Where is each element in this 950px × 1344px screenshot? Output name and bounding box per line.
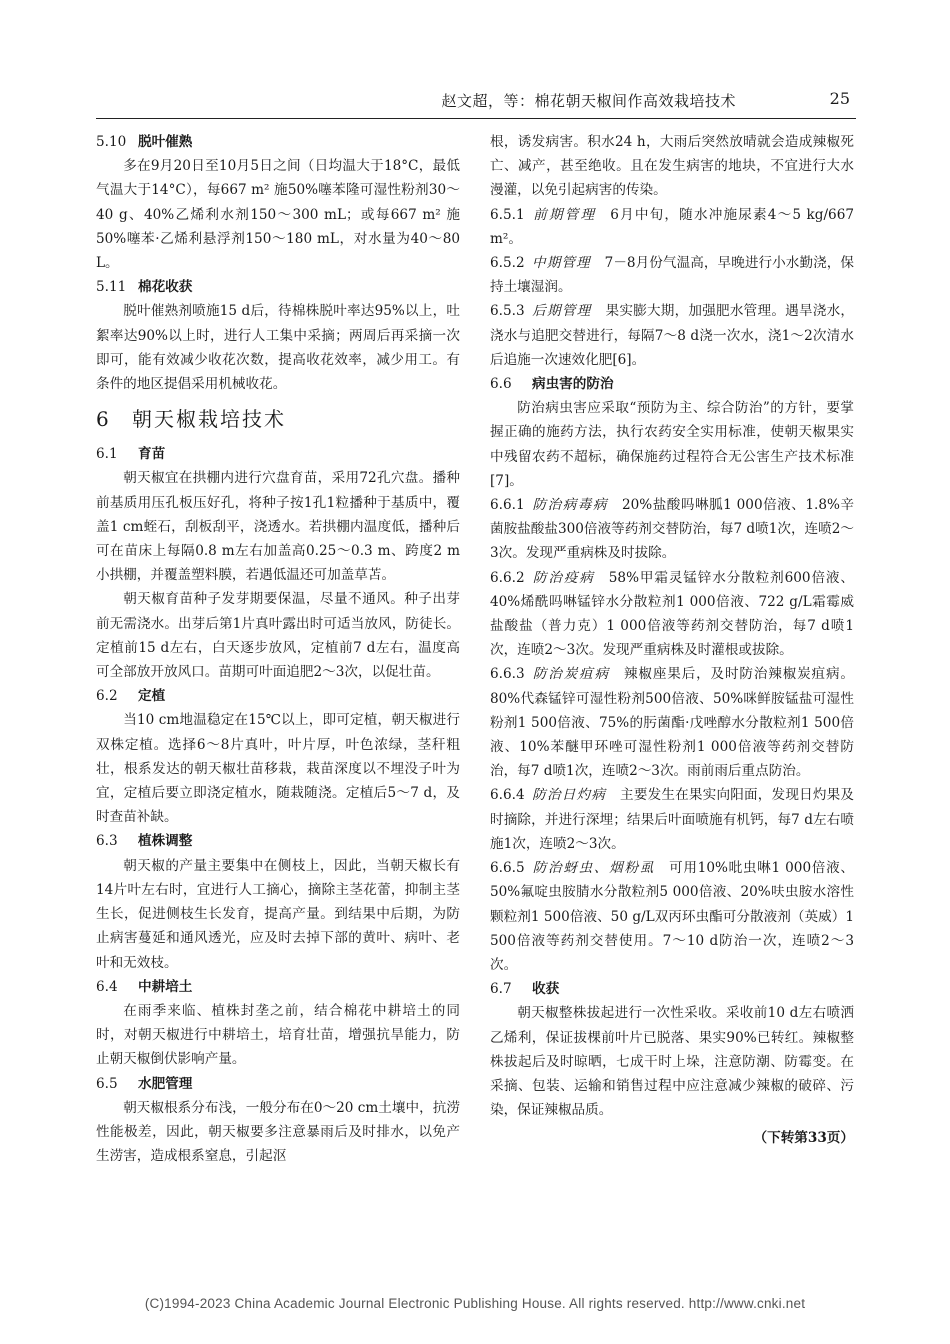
heading-text: 收获 — [532, 981, 560, 998]
heading-text: 脱叶催熟 — [138, 134, 193, 150]
subsubsection — [490, 299, 854, 372]
heading-text: 棉花收获 — [138, 279, 193, 296]
heading-number: 6.5.3 — [490, 303, 525, 320]
heading-number: 6.6.4 — [490, 787, 525, 804]
paragraph: 在雨季来临、植株封垄之前，结合棉花中耕培土的同时，对朝天椒进行中耕培土，培育壮苗，增强抗旱能力，防止朝天椒倒伏影响产量。 — [96, 1002, 460, 1068]
heading-number: 6 — [96, 407, 111, 432]
heading-number: 6.5 — [96, 1075, 118, 1092]
heading-title: 防治疫病 — [532, 569, 595, 586]
page-number: 25 — [829, 89, 850, 108]
subsubsection — [490, 493, 854, 566]
heading-number: 6.6.5 — [490, 860, 525, 877]
heading-text: 水肥管理 — [138, 1075, 193, 1092]
heading-number: 5.11 — [96, 279, 127, 296]
paragraph-text: 可用10%吡虫啉1 000倍液、50%氟啶虫胺腈水分散粒剂5 000倍液、20%呋虫胺水溶性颗粒剂1 500倍液、50 g/L双丙环虫酯可分散液剂（英威）1 500倍液等药剂交替使用。7～10 d防治一次，连喷2～3次。 — [490, 860, 854, 973]
paragraph-text: 辣椒座果后，及时防治辣椒炭疽病。80%代森锰锌可湿性粉剂500倍液、50%咪鲜胺锰盐可湿性粉剂1 500倍液、75%的肟菌酯·戊唑醇水分散粒剂1 500倍液、10%苯醚甲环唑可湿性粉剂1 000倍液等药剂交替防治，每7 d喷1次，连喷2～3次。雨前雨后重点防治。 — [490, 666, 855, 780]
heading-text: 病虫害的防治 — [532, 376, 614, 393]
heading-title: 中期管理 — [532, 255, 591, 272]
paragraph: 防治病虫害应采取“预防为主、综合防治”的方针，要掌握正确的施药方法，执行农药安全实用标准，使朝天椒果实中残留农药不超标，确保施药过程符合无公害生产技术标准[7]。 — [490, 400, 854, 489]
heading-number: 6.6.1 — [490, 497, 525, 514]
heading-title: 防治日灼病 — [532, 787, 607, 804]
heading-number: 6.3 — [96, 833, 118, 850]
paragraph-text: 58%甲霜灵锰锌水分散粒剂600倍液、40%烯酰吗啉锰锌水分散粒剂1 000倍液、722 g/L霜霉威盐酸盐（普力克）1 000倍液等药剂交替防治，每7 d喷1次，连喷2～3次。发现严重病株及时灌根或拔除。 — [490, 569, 854, 659]
heading-title: 防治病毒病 — [532, 497, 608, 514]
paragraph-text: 7－8月份气温高，早晚进行小水勤浇，保持土壤湿润。 — [490, 255, 855, 296]
section-heading — [96, 402, 460, 436]
subsection-heading — [96, 975, 460, 999]
subsubsection — [490, 203, 854, 251]
heading-number: 5.10 — [96, 134, 127, 150]
heading-title: 防治蚜虫、烟粉虱 — [532, 860, 656, 877]
left-column — [96, 130, 460, 1168]
paragraph: 脱叶催熟剂喷施15 d后，待棉株脱叶率达95%以上，吐絮率达90%以上时，进行人工集中采摘；两周后再采摘一次即可，能有效减少收花次数，提高收花效率，减少用工。有条件的地区提倡采用机械收花。 — [96, 303, 460, 393]
heading-text: 定植 — [138, 688, 166, 705]
paragraph: 朝天椒整株拔起进行一次性采收。采收前10 d左右喷洒乙烯利，保证拔棵前叶片已脱落、果实90%已转红。辣椒整株拔起后及时晾晒，七成干时上垛，注意防潮、防霉变。在采摘、包装、运输和销售过程中应注意减少辣椒的破碎、污染，保证辣椒品质。 — [490, 1005, 854, 1119]
heading-number: 6.5.1 — [490, 206, 525, 223]
subsection-heading — [96, 275, 460, 299]
heading-text: 中耕培土 — [138, 978, 193, 995]
subsection-heading — [96, 130, 460, 154]
subsubsection — [490, 856, 854, 977]
paragraph: 根，诱发病害。积水24 h，大雨后突然放晴就会造成辣椒死亡、减产，甚至绝收。且在发生病害的地块，不宜进行大水漫灌，以免引起病害的传染。 — [490, 134, 854, 199]
heading-title: 前期管理 — [532, 206, 597, 223]
paragraph-text: 果实膨大期，加强肥水管理。遇旱浇水，浇水与追肥交替进行，每隔7～8 d浇一次水，浇1～2次清水后追施一次速效化肥[6]。 — [490, 303, 855, 368]
right-column — [490, 130, 854, 1151]
paragraph: 当10 cm地温稳定在15℃以上，即可定植，朝天椒进行双株定植。选择6～8片真叶，叶片厚，叶色浓绿，茎秆粗壮，根系发达的朝天椒壮苗移栽，栽苗深度以不埋没子叶为宜，定植后要立即浇定植水，随栽随浇。定植后5～7 d，及时查苗补缺。 — [96, 712, 460, 826]
paragraph: 朝天椒的产量主要集中在侧枝上，因此，当朝天椒长有14片叶左右时，宜进行人工摘心，摘除主茎花蕾，抑制主茎生长，促进侧枝生长发育，提高产量。到结果中后期，为防止病害蔓延和通风透光，应及时去掉下部的黄叶、病叶、老叶和无效枝。 — [96, 857, 460, 971]
heading-number: 6.1 — [96, 446, 118, 463]
heading-text: 育苗 — [138, 446, 166, 463]
subsection-heading — [490, 372, 854, 396]
paragraph: 朝天椒宜在拱棚内进行穴盘育苗，采用72孔穴盘。播种前基质用压孔板压好孔，将种子按1孔1粒播种于基质中，覆盖1 cm蛭石，刮板刮平，浇透水。若拱棚内温度低，播种后可在苗床上每隔0.8 m左右加盖高0.25～0.3 m、跨度2 m小拱棚，并覆盖塑料膜，若遇低温还可加盖草苫。 — [96, 470, 460, 584]
subsection-heading — [96, 1072, 460, 1096]
paragraph-text: 主要发生在果实向阳面，发现日灼果及时摘除，并进行深埋；结果后叶面喷施有机钙，每7 d左右喷施1次，连喷2～3次。 — [490, 787, 855, 852]
subsection-heading — [490, 977, 854, 1001]
heading-text: 朝天椒栽培技术 — [132, 407, 286, 432]
subsubsection — [490, 251, 854, 299]
subsubsection — [490, 662, 854, 783]
copyright-footer: (C)1994-2023 China Academic Journal Electronic Publishing House. All rights reserved. http://www.cnki.net — [144, 1296, 806, 1311]
subsubsection — [490, 783, 854, 856]
paragraph-text: 20%盐酸吗啉胍1 000倍液、1.8%辛菌胺盐酸盐300倍液等药剂交替防治，每7 d喷1次，连喷2～3次。发现严重病株及时拔除。 — [490, 497, 855, 562]
continued-note: （下转第33页） — [753, 1130, 854, 1147]
heading-number: 6.2 — [96, 688, 118, 705]
heading-text: 植株调整 — [138, 833, 193, 850]
paragraph: 多在9月20日至10月5日之间（日均温大于18°C，最低气温大于14°C），每667 m² 施50%噻苯隆可湿性粉剂30～40 g、40%乙烯利水剂150～300 mL；或每667 m² 施50%噻苯·乙烯利悬浮剂150～180 mL，对水量为40～80 L。 — [96, 158, 460, 272]
running-header — [96, 84, 856, 119]
subsection-heading — [96, 442, 460, 466]
heading-number: 6.4 — [96, 978, 118, 995]
heading-title: 防治炭疽病 — [532, 666, 610, 683]
subsection-heading — [96, 684, 460, 708]
subsubsection — [490, 566, 854, 663]
heading-number: 6.5.2 — [490, 255, 525, 272]
running-title: 赵文超，等：棉花朝天椒间作高效栽培技术 — [441, 92, 736, 110]
heading-number: 6.6.3 — [490, 666, 525, 683]
subsection-heading — [96, 829, 460, 853]
paragraph: 朝天椒育苗种子发芽期要保温，尽量不通风。种子出芽前无需浇水。出芽后第1片真叶露出时可适当放风，防徒长。定植前15 d左右，白天逐步放风，定植前7 d左右，温度高可全部放开放风口。苗期可叶面追肥2～3次，以促壮苗。 — [96, 591, 460, 681]
heading-number: 6.6.2 — [490, 569, 525, 586]
paragraph: 朝天椒根系分布浅，一般分布在0～20 cm土壤中，抗涝性能极差，因此，朝天椒要多注意暴雨后及时排水，以免产生涝害，造成根系窒息，引起沤 — [96, 1099, 460, 1165]
paragraph-text: 6月中旬，随水冲施尿素4～5 kg/667 m²。 — [490, 206, 855, 247]
heading-number: 6.6 — [490, 376, 512, 393]
heading-title: 后期管理 — [532, 303, 592, 320]
heading-number: 6.7 — [490, 981, 512, 998]
